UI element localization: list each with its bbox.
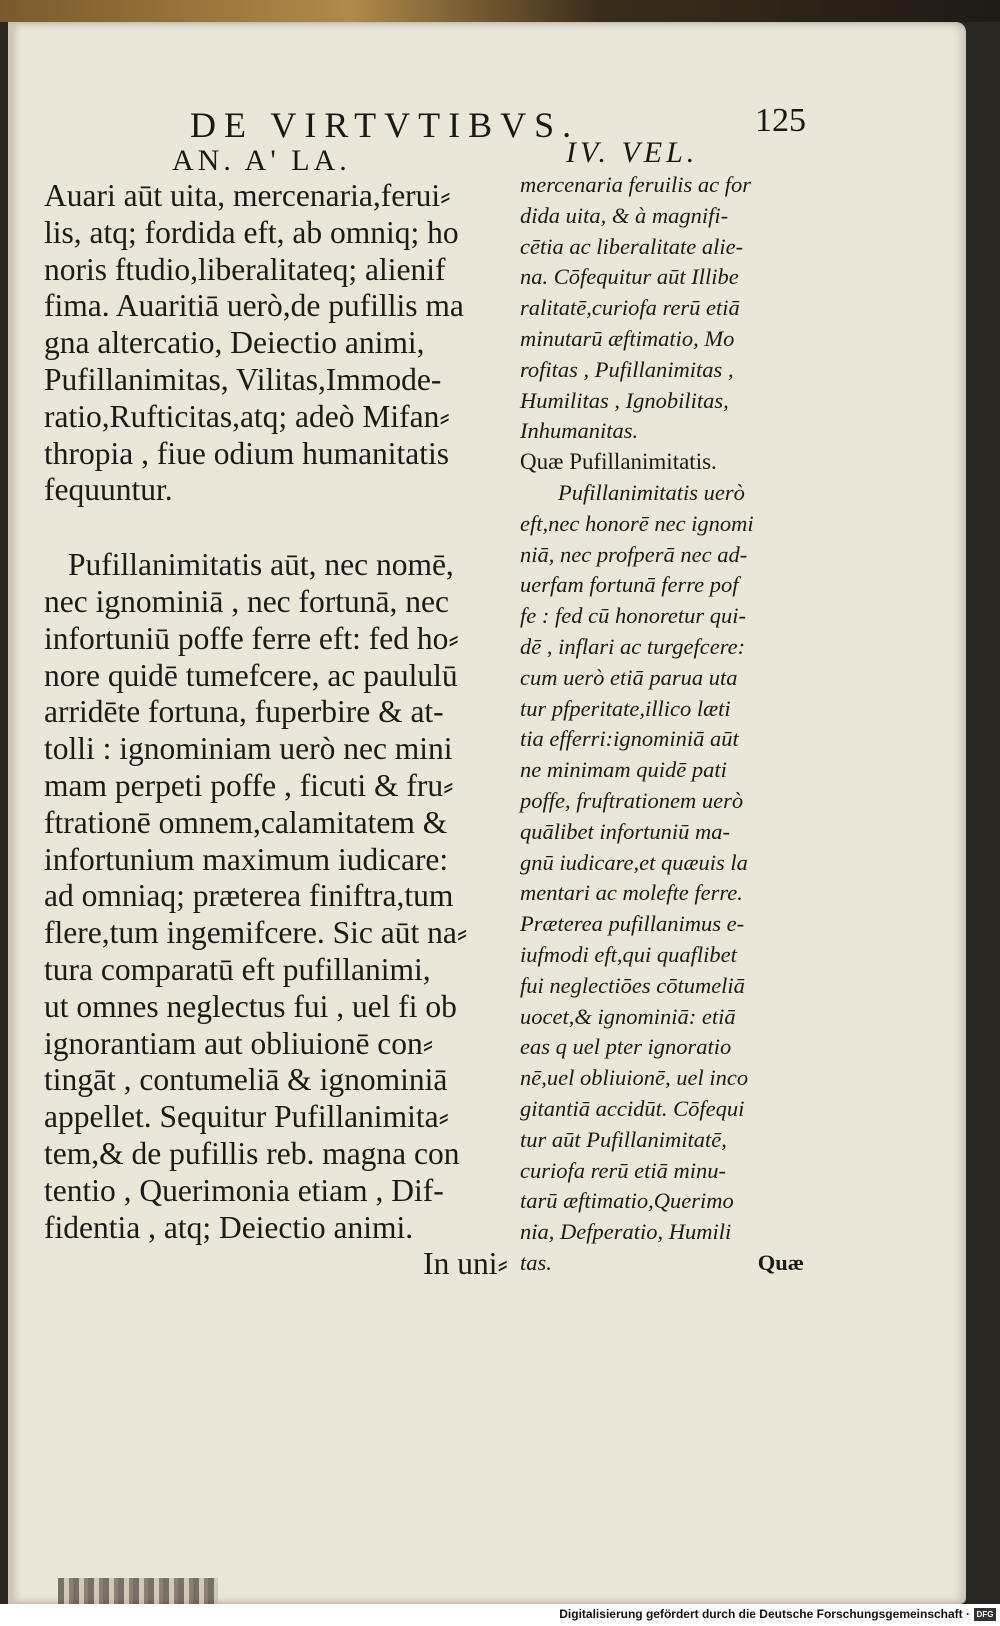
- text-line: mercenaria feruilis ac for: [520, 172, 752, 197]
- text-line: uerfam fortunā ferre pof: [520, 572, 739, 598]
- text-line: niā, nec profperā nec ad-: [520, 541, 748, 567]
- text-line: tia efferri:ignominiā aūt: [520, 726, 739, 752]
- text-line: infortunium maximum iudicare:: [44, 841, 449, 877]
- text-line: tem,& de pufillis reb. magna con: [44, 1135, 460, 1171]
- text-line: ralitatē,curiofa rerū etiā: [520, 295, 740, 321]
- text-line: dē , inflari ac turgefcere:: [520, 633, 746, 659]
- text-line: quālibet infortuniū ma-: [520, 818, 730, 844]
- text-line: tentio , Querimonia etiam , Dif-: [44, 1172, 444, 1208]
- text-line: poffe, fruftrationem uerò: [520, 787, 744, 813]
- text-line: rofitas , Pufillanimitas ,: [520, 356, 734, 382]
- text-line: nē,uel obliuionē, uel inco: [520, 1065, 749, 1091]
- text-line: Pufillanimitatis aūt, nec nomē,: [68, 547, 454, 583]
- text-line: tas.: [520, 1249, 552, 1275]
- text-line: Inhumanitas.: [520, 418, 639, 444]
- text-line: curiofa rerū etiā minu-: [520, 1157, 727, 1183]
- text-line: gna altercatio, Deiectio animi,: [44, 325, 425, 361]
- text-line: fidentia , atq; Deiectio animi.: [44, 1209, 414, 1245]
- book-edge-top: [0, 0, 1000, 22]
- text-line: nia, Defperatio, Humili: [520, 1219, 732, 1245]
- text-line: Pufillanimitas, Vilitas,Immode-: [44, 361, 442, 397]
- running-head: DE VIRTVTIBVS.: [190, 105, 580, 145]
- paragraph-gap: [44, 509, 514, 547]
- text-line: tolli : ignominiam uerò nec mini: [44, 731, 453, 767]
- text-line: cum uerò etiā parua uta: [520, 664, 738, 690]
- left-column-heading: AN. A' LA.: [172, 144, 351, 177]
- text-line: dida uita, & à magnifi-: [520, 202, 729, 228]
- right-text-column: [520, 170, 810, 1279]
- last-line: [520, 1248, 810, 1279]
- book-spine-bottom: [58, 1578, 218, 1604]
- text-line: lis, atq; fordida eft, ab omniq; ho: [44, 214, 459, 250]
- text-line: Pufillanimitatis uerò: [558, 479, 745, 505]
- text-line: iufmodi eft,qui quaflibet: [520, 941, 737, 967]
- text-line: gnū iudicare,et quӕuis la: [520, 849, 748, 875]
- text-line: mentari ac molefte ferre.: [520, 880, 743, 906]
- section-subheading: Quӕ Pufillanimitatis.: [520, 449, 717, 475]
- text-line: tur pfperitate,illico lӕti: [520, 695, 731, 721]
- text-line: appellet. Sequitur Pufillanimita⸗: [44, 1099, 450, 1135]
- dfg-logo: DFG: [974, 1608, 996, 1621]
- text-line: Humilitas , Ignobilitas,: [520, 387, 729, 413]
- text-line: uocet,& ignominiā: etiā: [520, 1003, 736, 1029]
- text-line: ftrationē omnem,calamitatem &: [44, 804, 448, 840]
- page-gutter-shadow: [8, 22, 22, 1604]
- text-line: nec ignominiā , nec fortunā, nec: [44, 583, 449, 619]
- text-line: tur aūt Pufillanimitatē,: [520, 1126, 727, 1152]
- left-text-column: [44, 178, 514, 1283]
- text-line: noris ftudio,liberalitateq; alienif: [44, 251, 446, 287]
- catchword: In uni⸗: [423, 1246, 508, 1282]
- catchword: Quӕ: [757, 1249, 804, 1275]
- text-line: fe : fed cū honoretur qui-: [520, 603, 746, 629]
- text-line: ad omniaq; prӕterea finiftra,tum: [44, 878, 454, 914]
- text-line: ut omnes neglectus fui , uel fi ob: [44, 988, 457, 1024]
- text-line: eft,nec honorē nec ignomi: [520, 510, 754, 536]
- text-line: arridēte fortuna, fuperbire & at-: [44, 694, 444, 730]
- text-line: ratio,Rufticitas,atq; adeò Mifan⸗: [44, 398, 450, 434]
- text-line: tura comparatū eft pufillanimi,: [44, 951, 431, 987]
- text-line: infortuniū poffe ferre eft: fed ho⸗: [44, 620, 459, 656]
- page-number: 125: [755, 102, 806, 139]
- text-line: fima. Auaritiā uerò,de pufillis ma: [44, 288, 464, 324]
- digitization-footer: [0, 1604, 1000, 1626]
- funding-credit: Digitalisierung gefördert durch die Deutsche Forschungsgemeinschaft ·: [559, 1607, 970, 1621]
- text-line: fequuntur.: [44, 472, 173, 508]
- text-line: gitantiā accidūt. Cōfequi: [520, 1095, 745, 1121]
- text-line: thropia , fiue odium humanitatis: [44, 435, 450, 471]
- text-line: flere,tum ingemifcere. Sic aūt na⸗: [44, 915, 468, 951]
- text-line: fui neglectiōes cōtumeliā: [520, 972, 745, 998]
- text-line: Prӕterea pufillanimus e-: [520, 911, 745, 937]
- text-line: nore quidē tumefcere, ac paululū: [44, 657, 458, 693]
- text-line: eas q uel pter ignoratio: [520, 1034, 732, 1060]
- text-line: Auari aūt uita, mercenaria,ferui⸗: [44, 178, 451, 213]
- text-line: cētia ac liberalitate alie-: [520, 233, 744, 259]
- text-line: tarū ӕftimatio,Querimo: [520, 1188, 734, 1214]
- text-line: tingāt , contumeliā & ignominiā: [44, 1062, 448, 1098]
- right-column-heading: IV. VEL.: [566, 136, 699, 169]
- text-line: na. Cōfequitur aūt Illibe: [520, 264, 739, 290]
- text-line: ne minimam quidē pati: [520, 757, 727, 783]
- text-line: ignorantiam aut obliuionē con⸗: [44, 1025, 434, 1061]
- text-line: minutarū ӕftimatio, Mo: [520, 325, 735, 351]
- text-line: mam perpeti poffe , ficuti & fru⸗: [44, 767, 454, 803]
